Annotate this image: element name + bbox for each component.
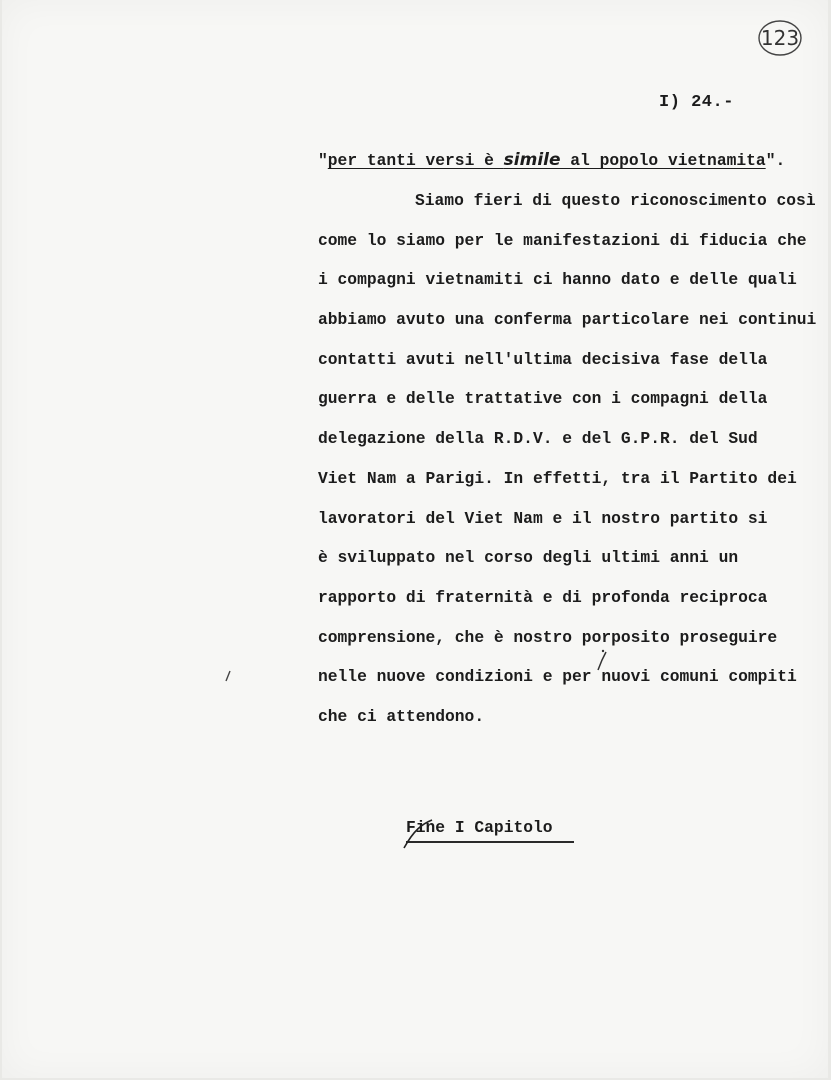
- close-quote: ".: [765, 151, 786, 170]
- opening-line: [318, 150, 785, 170]
- open-quote: ": [318, 151, 328, 170]
- underlined-text-b: al popolo vietnamita: [560, 151, 766, 170]
- page-number-text: 123: [760, 26, 800, 50]
- text-line: nelle nuove condizioni e per nuovi comuni compiti: [318, 667, 797, 687]
- insertion-caret-mark: [594, 648, 610, 674]
- underlined-text-a: per tanti versi è: [327, 151, 504, 170]
- text-line: come lo siamo per le manifestazioni di fiducia che: [318, 230, 807, 250]
- text-line: delegazione della R.D.V. e del G.P.R. del Sud: [318, 429, 758, 449]
- text-line: lavoratori del Viet Nam e il nostro partito si: [318, 508, 768, 528]
- stray-pen-mark: [224, 670, 232, 682]
- closing-line: Fine I Capitolo: [406, 818, 553, 837]
- handwritten-strike-mark: [400, 818, 440, 852]
- text-line: è sviluppato nel corso degli ultimi anni un: [318, 548, 739, 568]
- text-line: contatti avuti nell'ultima decisiva fase della: [318, 349, 768, 369]
- body-paragraph: [318, 188, 831, 744]
- reference-header: I) 24.-: [659, 93, 734, 112]
- text-line: comprensione, che è nostro porposito proseguire: [318, 627, 778, 647]
- text-line: i compagni vietnamiti ci hanno dato e delle quali: [318, 270, 797, 290]
- handwritten-correction: simile: [503, 150, 561, 170]
- document-page: [2, 0, 828, 1078]
- text-line: rapporto di fraternità e di profonda reciproca: [318, 587, 768, 607]
- text-line: abbiamo avuto una conferma particolare nei continui: [318, 310, 817, 330]
- text-line: che ci attendono.: [318, 706, 485, 726]
- text-line: guerra e delle trattative con i compagni della: [318, 389, 768, 409]
- text-line: Viet Nam a Parigi. In effetti, tra il Partito dei: [318, 468, 797, 488]
- text-line: Siamo fieri di questo riconoscimento così: [415, 191, 816, 210]
- page-number: [756, 18, 804, 58]
